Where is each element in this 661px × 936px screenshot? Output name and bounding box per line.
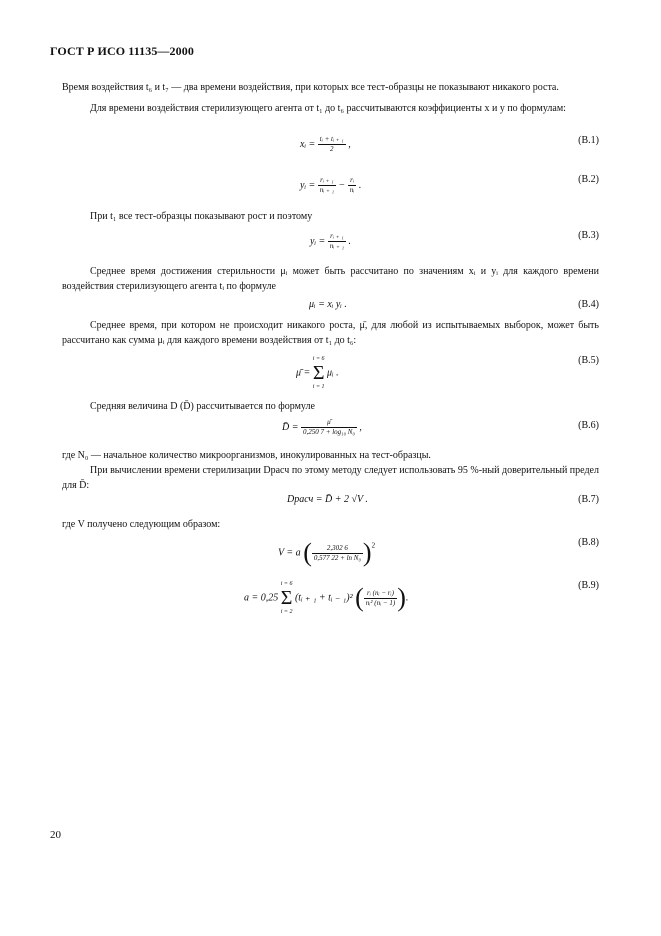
page-number: 20: [50, 829, 61, 841]
formula-b3: yᵢ = $\frac{\text{rᵢ ₊ ₁}}{\text{nᵢ ₊ ₁}}$ .: [310, 232, 352, 250]
equation-number-b8: (В.8): [578, 537, 599, 548]
summation-sign: i = 6 Σ i = 2: [280, 581, 293, 615]
document-header: ГОСТ Р ИСО 11135—2000: [50, 44, 194, 58]
paragraph-n0-definition: где N₀ — начальное количество микроорганизмов, инокулированных на тест-образцы.: [62, 450, 431, 461]
formula-b2: yᵢ = $\frac{\text{rᵢ ₊ ₁}}{\text{nᵢ ₊ ₁}}$ − $\frac{\text{rᵢ}}{\text{nᵢ}}$ .: [300, 176, 362, 194]
equation-number-b4: (В.4): [578, 299, 599, 310]
formula-b5: μ̄ = i = 6 Σ i = 1 μᵢ .: [296, 356, 339, 390]
summation-sign: i = 6 Σ i = 1: [312, 356, 325, 390]
paragraph-exposure-times: Время воздействия t₆ и t₇ — два времени воздействия, при которых все тест-образцы не показывают никакого роста.: [62, 82, 559, 93]
equation-number-b2: (В.2): [578, 174, 599, 185]
equation-number-b5: (В.5): [578, 355, 599, 366]
paragraph-mean-sterility-time: Среднее время достижения стерильности μᵢ может быть рассчитано по значениям xᵢ и yᵢ для каждого времени воздействия стерилизующего агента tᵢ по формуле: [62, 266, 599, 292]
formula-b8: V = a ( $\frac{2,302 6}{\text{0,577 22 + ln N₀}}$ )$^2$: [278, 538, 376, 567]
paragraph-v-definition: где V получено следующим образом:: [62, 519, 221, 530]
equation-number-b1: (В.1): [578, 135, 599, 146]
formula-b9: a = 0,25 i = 6 Σ i = 2 (tᵢ ₊ ₁ + tᵢ ₋ ₁)² ( $\frac{\text{rᵢ (nᵢ − rᵢ)}}{\text{nᵢ² (nᵢ − 1)}}$ ).: [244, 581, 409, 615]
paragraph-mean-time-no-growth: Среднее время, при котором не происходит никакого роста, μ̄, для любой из испытываемых выборок, может быть рассчитано как сумма μᵢ для каждого времени воздействия от t₁ до t₆:: [62, 320, 599, 346]
equation-number-b9: (В.9): [578, 580, 599, 591]
paragraph-confidence-limit: При вычислении времени стерилизации Dрасч по этому методу следует использовать 95 %-ный доверительный предел для D̄:: [62, 465, 599, 491]
formula-b1: xᵢ = $\frac{\text{tᵢ + tᵢ ₊ ₁}}{2}$ ,: [300, 135, 351, 153]
paragraph-mean-d: Средняя величина D (D̄) рассчитывается по формуле: [90, 401, 315, 412]
paragraph-first-time: При t₁ все тест-образцы показывают рост и поэтому: [90, 211, 313, 222]
equation-number-b3: (В.3): [578, 230, 599, 241]
formula-b4: μᵢ = xᵢ yᵢ .: [309, 299, 347, 310]
formula-b7: Dрасч = D̄ + 2 √V .: [287, 494, 368, 505]
equation-number-b6: (В.6): [578, 420, 599, 431]
paragraph-coefficients-intro: Для времени воздействия стерилизующего агента от t₁ до t₆ рассчитываются коэффициенты x и y по формулам:: [90, 103, 566, 114]
equation-number-b7: (В.7): [578, 494, 599, 505]
formula-b6: D̄ = $\frac{\mū}{\text{0,250 7 + log₁₀ N₀}}$ ,: [282, 418, 362, 436]
